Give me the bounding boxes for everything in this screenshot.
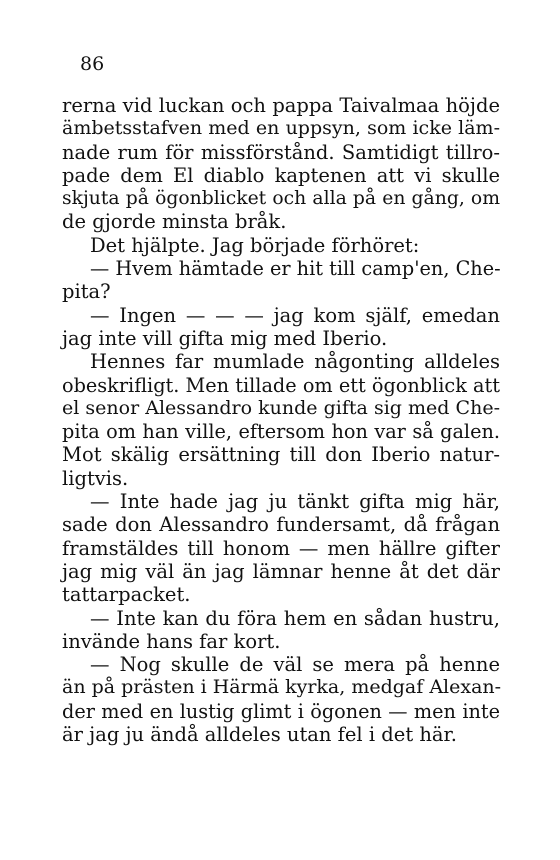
text-line: — Ingen — — — jag kom själf, emedan <box>90 303 500 327</box>
text-line: ämbetsstafven med en uppsyn, som icke läm- <box>62 117 500 140</box>
text-line: Hennes far mumlade någonting alldeles <box>90 350 500 374</box>
text-line: — Inte kan du föra hem en sådan hustru, <box>90 606 500 630</box>
text-line: invände hans far kort. <box>62 629 281 653</box>
text-line: än på prästen i Härmä kyrka, medgaf Alexan- <box>62 676 502 699</box>
text-line: el senor Alessandro kunde gifta sig med Che- <box>62 396 500 419</box>
text-line: obeskrifligt. Men tillade om ett ögonblick att <box>62 373 500 397</box>
text-line: nade rum för missförstånd. Samtidigt tillro- <box>62 140 500 164</box>
text-line: — Inte hade jag ju tänkt gifta mig här, <box>90 490 500 514</box>
text-line: är jag ju ändå alldeles utan fel i det här. <box>62 723 457 747</box>
body-text <box>62 94 500 746</box>
text-line: — Nog skulle de väl se mera på henne <box>90 653 500 677</box>
text-line: framstäldes till honom — men hällre gifter <box>62 536 500 560</box>
text-line: jag mig väl än jag lämnar henne åt det där <box>62 559 500 583</box>
text-line: tattarpacket. <box>62 583 191 607</box>
text-line: ligtvis. <box>62 466 129 490</box>
page-number: 86 <box>80 53 105 75</box>
text-line: jag inte vill gifta mig med Iberio. <box>62 326 388 350</box>
text-line: Mot skälig ersättning till don Iberio natur- <box>62 443 500 467</box>
text-line: der med en lustig glimt i ögonen — men inte <box>62 699 500 723</box>
text-line: skjuta på ögonblicket och alla på en gång, om <box>62 188 500 210</box>
text-line: pade dem El diablo kaptenen att vi skulle <box>62 163 500 187</box>
text-line: pita om han ville, eftersom hon var så galen. <box>62 420 500 444</box>
text-line: — Hvem hämtade er hit till camp'en, Che- <box>90 257 501 281</box>
text-line: Det hjälpte. Jag började förhöret: <box>90 233 420 257</box>
text-line: de gjorde minsta bråk. <box>62 210 287 234</box>
text-line: rerna vid luckan och pappa Taivalmaa höjde <box>62 94 500 117</box>
text-line: sade don Alessandro fundersamt, då frågan <box>62 513 500 537</box>
text-line: pita? <box>62 280 111 304</box>
